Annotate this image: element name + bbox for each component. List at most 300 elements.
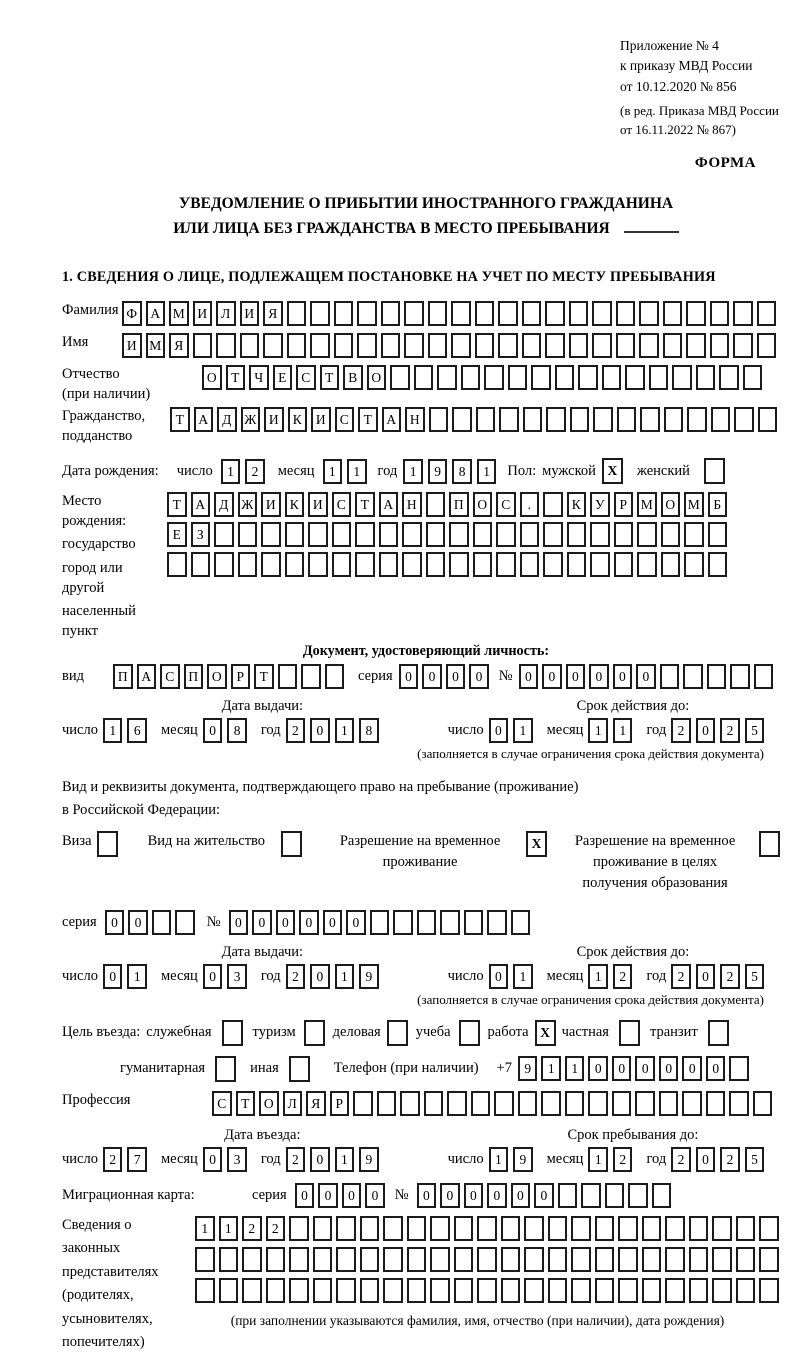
char-box[interactable] [569,333,589,358]
char-box[interactable] [719,365,739,390]
char-box[interactable] [637,522,657,547]
char-box[interactable] [454,1216,474,1241]
char-box[interactable] [278,664,298,689]
char-box[interactable]: 2 [266,1216,286,1241]
char-box[interactable]: 1 [335,1147,355,1172]
char-box[interactable] [743,365,763,390]
char-box[interactable] [614,522,634,547]
char-box[interactable] [461,365,481,390]
char-box[interactable]: О [473,492,493,517]
char-box[interactable]: 0 [295,1183,315,1208]
char-box[interactable]: П [184,664,204,689]
char-box[interactable]: Ж [238,492,258,517]
char-box[interactable] [707,664,727,689]
char-box[interactable]: 1 [219,1216,239,1241]
char-box[interactable] [313,1247,333,1272]
char-box[interactable]: 0 [696,1147,716,1172]
char-box[interactable]: 0 [682,1056,702,1081]
char-box[interactable]: К [567,492,587,517]
char-box[interactable] [501,1278,521,1303]
char-box[interactable]: 1 [588,1147,608,1172]
char-box[interactable]: Т [320,365,340,390]
char-box[interactable]: 0 [469,664,489,689]
char-box[interactable]: 0 [103,964,123,989]
char-box[interactable] [683,664,703,689]
char-box[interactable] [336,1247,356,1272]
char-box[interactable] [663,301,683,326]
char-box[interactable] [452,407,472,432]
char-box[interactable] [558,1183,578,1208]
char-box[interactable]: 1 [347,459,367,484]
char-box[interactable]: 8 [452,459,472,484]
char-box[interactable] [487,910,507,935]
char-box[interactable]: Я [169,333,189,358]
char-box[interactable]: М [684,492,704,517]
char-box[interactable]: 0 [519,664,539,689]
char-box[interactable]: 0 [310,718,330,743]
char-box[interactable] [417,910,437,935]
char-box[interactable]: П [113,664,133,689]
char-box[interactable]: 0 [613,664,633,689]
char-box[interactable]: 0 [440,1183,460,1208]
char-box[interactable] [524,1247,544,1272]
char-box[interactable] [523,407,543,432]
char-box[interactable]: 0 [534,1183,554,1208]
char-box[interactable]: 0 [323,910,343,935]
char-box[interactable] [590,552,610,577]
char-box[interactable] [652,1183,672,1208]
char-box[interactable] [642,1247,662,1272]
char-box[interactable] [383,1247,403,1272]
char-box[interactable] [377,1091,397,1116]
char-box[interactable] [541,1091,561,1116]
char-box[interactable]: 2 [671,718,691,743]
char-box[interactable]: 1 [588,718,608,743]
char-box[interactable]: Л [216,301,236,326]
char-box[interactable] [313,1278,333,1303]
char-box[interactable] [734,407,754,432]
char-box[interactable]: Р [614,492,634,517]
char-box[interactable]: Р [231,664,251,689]
char-box[interactable]: 2 [613,964,633,989]
char-box[interactable] [379,552,399,577]
char-box[interactable] [524,1216,544,1241]
char-box[interactable] [449,522,469,547]
char-box[interactable]: 9 [359,964,379,989]
char-box[interactable] [404,301,424,326]
char-box[interactable]: Я [263,301,283,326]
char-box[interactable]: 0 [566,664,586,689]
char-box[interactable] [546,407,566,432]
purpose-business-checkbox[interactable] [387,1020,408,1046]
char-box[interactable]: . [520,492,540,517]
edu-permit-checkbox[interactable] [759,831,780,857]
char-box[interactable]: С [332,492,352,517]
char-box[interactable] [649,365,669,390]
char-box[interactable] [759,1247,779,1272]
char-box[interactable]: 2 [286,718,306,743]
char-box[interactable] [381,301,401,326]
char-box[interactable]: 0 [636,664,656,689]
char-box[interactable]: Е [273,365,293,390]
char-box[interactable] [289,1278,309,1303]
char-box[interactable]: А [191,492,211,517]
char-box[interactable]: 0 [128,910,148,935]
char-box[interactable]: 0 [203,718,223,743]
char-box[interactable]: 0 [299,910,319,935]
char-box[interactable] [336,1216,356,1241]
char-box[interactable] [661,522,681,547]
char-box[interactable]: О [367,365,387,390]
char-box[interactable] [437,365,457,390]
char-box[interactable] [759,1216,779,1241]
char-box[interactable]: А [382,407,402,432]
visa-checkbox[interactable] [97,831,118,857]
char-box[interactable] [689,1278,709,1303]
char-box[interactable]: 9 [518,1056,538,1081]
char-box[interactable]: 0 [422,664,442,689]
char-box[interactable]: Т [236,1091,256,1116]
char-box[interactable] [473,522,493,547]
char-box[interactable] [261,552,281,577]
char-box[interactable] [360,1247,380,1272]
char-box[interactable] [595,1216,615,1241]
char-box[interactable]: А [194,407,214,432]
char-box[interactable]: 9 [428,459,448,484]
char-box[interactable]: 0 [203,1147,223,1172]
char-box[interactable] [334,301,354,326]
char-box[interactable] [475,333,495,358]
char-box[interactable]: И [261,492,281,517]
char-box[interactable]: 2 [613,1147,633,1172]
char-box[interactable]: Т [170,407,190,432]
char-box[interactable] [617,407,637,432]
char-box[interactable] [289,1216,309,1241]
char-box[interactable] [565,1091,585,1116]
char-box[interactable]: Т [358,407,378,432]
sex-female-checkbox[interactable] [704,458,725,484]
char-box[interactable] [454,1278,474,1303]
purpose-tourism-checkbox[interactable] [304,1020,325,1046]
char-box[interactable]: 2 [242,1216,262,1241]
char-box[interactable]: И [311,407,331,432]
char-box[interactable]: О [202,365,222,390]
char-box[interactable] [625,365,645,390]
char-box[interactable] [449,552,469,577]
char-box[interactable] [429,407,449,432]
char-box[interactable] [612,1091,632,1116]
char-box[interactable]: 2 [103,1147,123,1172]
char-box[interactable] [628,1183,648,1208]
char-box[interactable] [475,301,495,326]
char-box[interactable] [195,1247,215,1272]
char-box[interactable] [191,552,211,577]
char-box[interactable] [498,333,518,358]
char-box[interactable]: Н [405,407,425,432]
char-box[interactable] [494,1091,514,1116]
char-box[interactable] [501,1247,521,1272]
char-box[interactable]: Д [214,492,234,517]
char-box[interactable] [710,301,730,326]
char-box[interactable]: 8 [359,718,379,743]
char-box[interactable] [520,522,540,547]
char-box[interactable]: 0 [203,964,223,989]
char-box[interactable] [325,664,345,689]
char-box[interactable] [548,1278,568,1303]
char-box[interactable]: В [343,365,363,390]
char-box[interactable] [501,1216,521,1241]
char-box[interactable] [430,1216,450,1241]
char-box[interactable]: М [637,492,657,517]
char-box[interactable] [238,522,258,547]
char-box[interactable] [301,664,321,689]
char-box[interactable] [687,407,707,432]
char-box[interactable]: 1 [221,459,241,484]
char-box[interactable] [708,552,728,577]
char-box[interactable] [332,522,352,547]
char-box[interactable] [357,301,377,326]
char-box[interactable] [370,910,390,935]
char-box[interactable] [355,522,375,547]
char-box[interactable]: 0 [588,1056,608,1081]
char-box[interactable]: 0 [365,1183,385,1208]
char-box[interactable] [543,552,563,577]
purpose-other-checkbox[interactable] [289,1056,310,1082]
char-box[interactable]: 0 [696,718,716,743]
char-box[interactable] [473,552,493,577]
char-box[interactable] [736,1216,756,1241]
char-box[interactable]: 0 [464,1183,484,1208]
char-box[interactable] [334,333,354,358]
char-box[interactable] [642,1278,662,1303]
char-box[interactable] [518,1091,538,1116]
char-box[interactable] [590,522,610,547]
char-box[interactable] [285,522,305,547]
char-box[interactable] [639,333,659,358]
char-box[interactable] [640,407,660,432]
sex-male-checkbox[interactable]: X [602,458,623,484]
char-box[interactable] [593,407,613,432]
char-box[interactable] [548,1216,568,1241]
char-box[interactable] [499,407,519,432]
char-box[interactable] [736,1278,756,1303]
char-box[interactable] [708,522,728,547]
char-box[interactable] [313,1216,333,1241]
char-box[interactable] [496,552,516,577]
char-box[interactable] [736,1247,756,1272]
char-box[interactable]: К [285,492,305,517]
char-box[interactable] [430,1247,450,1272]
char-box[interactable] [336,1278,356,1303]
char-box[interactable] [696,365,716,390]
char-box[interactable] [729,1091,749,1116]
char-box[interactable]: Н [402,492,422,517]
char-box[interactable]: 0 [252,910,272,935]
char-box[interactable] [602,365,622,390]
char-box[interactable]: 2 [720,1147,740,1172]
char-box[interactable] [332,552,352,577]
char-box[interactable] [214,552,234,577]
char-box[interactable] [390,365,410,390]
char-box[interactable] [402,552,422,577]
char-box[interactable] [684,522,704,547]
char-box[interactable] [360,1278,380,1303]
char-box[interactable] [175,910,195,935]
char-box[interactable]: Б [708,492,728,517]
char-box[interactable]: 2 [720,964,740,989]
char-box[interactable]: Л [283,1091,303,1116]
char-box[interactable] [730,664,750,689]
char-box[interactable] [524,1278,544,1303]
char-box[interactable]: 0 [659,1056,679,1081]
char-box[interactable]: 0 [612,1056,632,1081]
char-box[interactable]: С [212,1091,232,1116]
char-box[interactable] [665,1247,685,1272]
char-box[interactable]: 6 [127,718,147,743]
char-box[interactable]: 0 [542,664,562,689]
char-box[interactable] [664,407,684,432]
char-box[interactable]: 0 [346,910,366,935]
char-box[interactable] [581,1183,601,1208]
char-box[interactable] [508,365,528,390]
char-box[interactable]: 7 [127,1147,147,1172]
char-box[interactable]: 8 [227,718,247,743]
char-box[interactable]: А [379,492,399,517]
char-box[interactable] [522,301,542,326]
char-box[interactable] [424,1091,444,1116]
char-box[interactable] [711,407,731,432]
char-box[interactable] [753,1091,773,1116]
char-box[interactable]: Р [330,1091,350,1116]
char-box[interactable]: А [137,664,157,689]
char-box[interactable] [407,1216,427,1241]
char-box[interactable]: 0 [310,964,330,989]
char-box[interactable]: 1 [477,459,497,484]
char-box[interactable] [440,910,460,935]
char-box[interactable]: И [193,301,213,326]
char-box[interactable] [684,552,704,577]
char-box[interactable] [605,1183,625,1208]
char-box[interactable]: 1 [127,964,147,989]
char-box[interactable] [383,1216,403,1241]
char-box[interactable]: 2 [286,964,306,989]
char-box[interactable]: 1 [541,1056,561,1081]
char-box[interactable]: Д [217,407,237,432]
char-box[interactable] [758,407,778,432]
char-box[interactable] [266,1247,286,1272]
char-box[interactable] [310,333,330,358]
char-box[interactable] [665,1278,685,1303]
char-box[interactable]: П [449,492,469,517]
char-box[interactable] [471,1091,491,1116]
char-box[interactable] [289,1247,309,1272]
char-box[interactable] [428,333,448,358]
char-box[interactable] [595,1247,615,1272]
char-box[interactable]: О [207,664,227,689]
char-box[interactable] [430,1278,450,1303]
char-box[interactable]: 0 [511,1183,531,1208]
char-box[interactable] [219,1247,239,1272]
char-box[interactable] [451,333,471,358]
char-box[interactable] [588,1091,608,1116]
char-box[interactable]: 0 [696,964,716,989]
char-box[interactable]: 1 [565,1056,585,1081]
char-box[interactable]: Т [254,664,274,689]
char-box[interactable]: 0 [310,1147,330,1172]
char-box[interactable] [308,522,328,547]
char-box[interactable]: 1 [403,459,423,484]
char-box[interactable]: 1 [513,964,533,989]
char-box[interactable]: 1 [103,718,123,743]
char-box[interactable] [426,552,446,577]
char-box[interactable] [287,301,307,326]
char-box[interactable] [595,1278,615,1303]
char-box[interactable]: 0 [105,910,125,935]
char-box[interactable]: Ж [241,407,261,432]
char-box[interactable]: М [169,301,189,326]
char-box[interactable]: 2 [671,964,691,989]
char-box[interactable]: Е [167,522,187,547]
char-box[interactable] [567,552,587,577]
char-box[interactable]: 1 [489,1147,509,1172]
char-box[interactable] [379,522,399,547]
char-box[interactable]: 0 [417,1183,437,1208]
purpose-study-checkbox[interactable] [459,1020,480,1046]
char-box[interactable] [569,301,589,326]
char-box[interactable]: 9 [359,1147,379,1172]
char-box[interactable] [682,1091,702,1116]
char-box[interactable]: 0 [276,910,296,935]
char-box[interactable]: А [146,301,166,326]
char-box[interactable] [592,333,612,358]
char-box[interactable] [618,1278,638,1303]
char-box[interactable] [543,522,563,547]
char-box[interactable]: О [661,492,681,517]
char-box[interactable]: 0 [489,964,509,989]
char-box[interactable] [712,1247,732,1272]
char-box[interactable] [404,333,424,358]
char-box[interactable] [733,333,753,358]
char-box[interactable] [167,552,187,577]
char-box[interactable] [454,1247,474,1272]
char-box[interactable]: 1 [513,718,533,743]
char-box[interactable]: С [496,492,516,517]
char-box[interactable] [712,1216,732,1241]
char-box[interactable] [616,333,636,358]
char-box[interactable] [381,333,401,358]
char-box[interactable] [686,333,706,358]
char-box[interactable]: 5 [745,718,765,743]
char-box[interactable]: И [122,333,142,358]
char-box[interactable] [571,1278,591,1303]
char-box[interactable]: 0 [635,1056,655,1081]
purpose-work-checkbox[interactable]: X [535,1020,556,1046]
char-box[interactable] [496,522,516,547]
purpose-transit-checkbox[interactable] [708,1020,729,1046]
char-box[interactable]: М [146,333,166,358]
char-box[interactable]: 3 [227,1147,247,1172]
char-box[interactable] [520,552,540,577]
char-box[interactable]: 2 [286,1147,306,1172]
char-box[interactable] [287,333,307,358]
char-box[interactable] [637,552,657,577]
char-box[interactable] [616,301,636,326]
char-box[interactable] [353,1091,373,1116]
char-box[interactable]: 0 [589,664,609,689]
char-box[interactable] [665,1216,685,1241]
purpose-private-checkbox[interactable] [619,1020,640,1046]
char-box[interactable] [661,552,681,577]
